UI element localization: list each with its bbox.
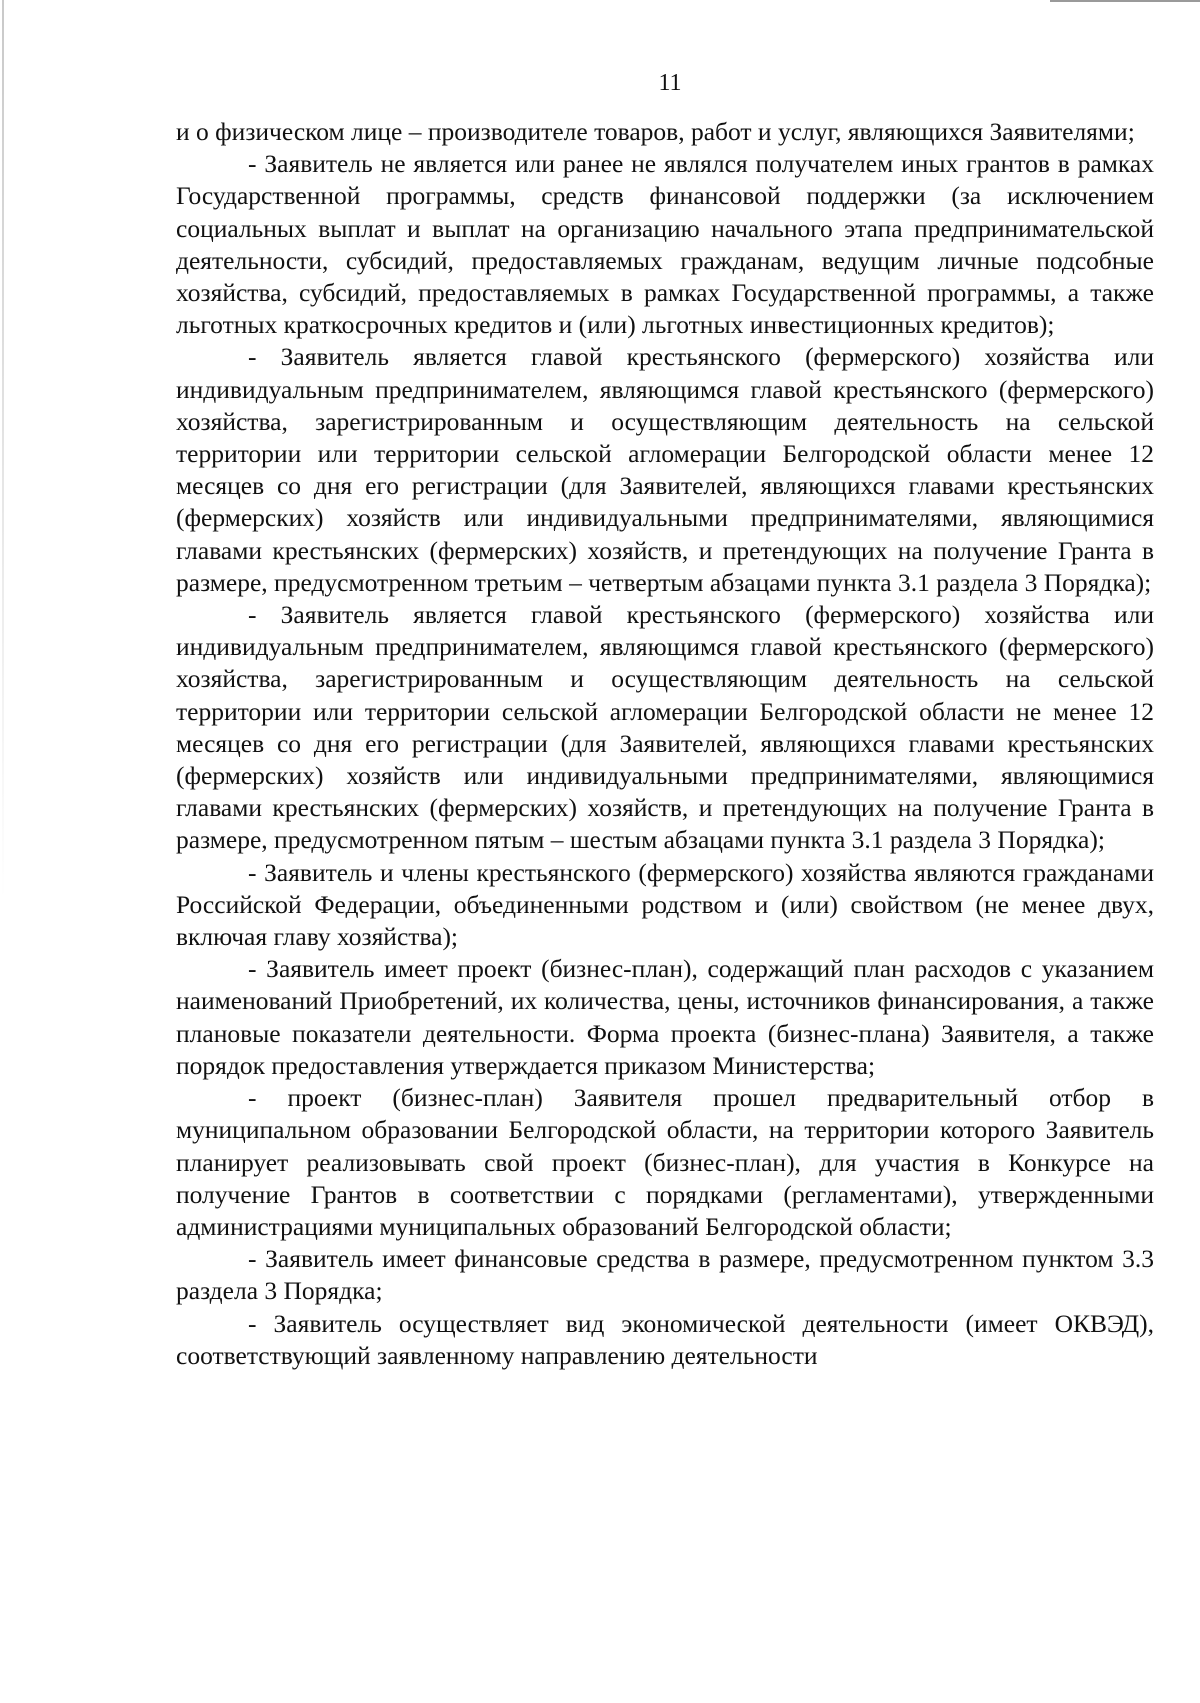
paragraph-no-other-grants: - Заявитель не является или ранее не являлся получателем иных грантов в рамках Государственной программы, средств финансовой поддержки (за исключением социальных выплат и выплат на организацию начального этапа предпринимательской деятельности, субсидий, предоставляемых гражданам, ведущим личные подсобные хозяйства, субсидий, предоставляемых в рамках Государственной программы, а также льготных краткосрочных кредитов и (или) льготных инвестиционных кредитов); (176, 149, 1154, 340)
page-number: 11 (658, 70, 682, 96)
scan-edge-left (2, 0, 4, 900)
paragraph-not-less-than-12-months: - Заявитель является главой крестьянского (фермерского) хозяйства или индивидуальным предпринимателем, являющимся главой крестьянского (фермерского) хозяйства, зарегистрированным и осуществляющим деятельность на сельской территории или территории сельской агломерации Белгородской области не менее 12 месяцев со дня его регистрации (для Заявителей, являющихся главами крестьянских (фермерских) хозяйств или индивидуальными предпринимателями, являющимися главами крестьянских (фермерских) хозяйств, и претендующих на получение Гранта в размере, предусмотренном пятым – шестым абзацами пункта 3.1 раздела 3 Порядка); (176, 600, 1154, 855)
paragraph-less-than-12-months: - Заявитель является главой крестьянского (фермерского) хозяйства или индивидуальным предпринимателем, являющимся главой крестьянского (фермерского) хозяйства, зарегистрированным и осуществляющим деятельность на сельской территории или территории сельской агломерации Белгородской области менее 12 месяцев со дня его регистрации (для Заявителей, являющихся главами крестьянских (фермерских) хозяйств или индивидуальными предпринимателями, являющимися главами крестьянских (фермерских) хозяйств, и претендующих на получение Гранта в размере, предусмотренном третьим – четвертым абзацами пункта 3.1 раздела 3 Порядка); (176, 342, 1154, 597)
paragraph-preliminary-selection: - проект (бизнес-план) Заявителя прошел предварительный отбор в муниципальном образовании Белгородской области, на территории которого Заявитель планирует реализовывать свой проект (бизнес-план), для участия в Конкурсе на получение Грантов в соответствии с порядками (регламентами), утвержденными администрациями муниципальных образований Белгородской области; (176, 1083, 1154, 1241)
paragraph-continuation: и о физическом лице – производителе товаров, работ и услуг, являющихся Заявителями; (176, 117, 1135, 146)
paragraph-citizenship: - Заявитель и члены крестьянского (фермерского) хозяйства являются гражданами Российской Федерации, объединенными родством и (или) свойством (не менее двух, включая главу хозяйства); (176, 857, 1154, 952)
paragraph-financial-means: - Заявитель имеет финансовые средства в размере, предусмотренном пунктом 3.3 раздела 3 Порядка; (176, 1244, 1154, 1306)
paragraph-okved: - Заявитель осуществляет вид экономической деятельности (имеет ОКВЭД), соответствующий заявленному направлению деятельности (176, 1308, 1154, 1370)
scan-edge-top (1050, 0, 1200, 2)
paragraph-business-plan: - Заявитель имеет проект (бизнес-план), содержащий план расходов с указанием наименований Приобретений, их количества, цены, источников финансирования, а также плановые показатели деятельности. Форма проекта (бизнес-плана) Заявителя, а также порядок предоставления утверждается приказом Министерства; (176, 954, 1154, 1080)
document-body (176, 116, 1154, 1372)
